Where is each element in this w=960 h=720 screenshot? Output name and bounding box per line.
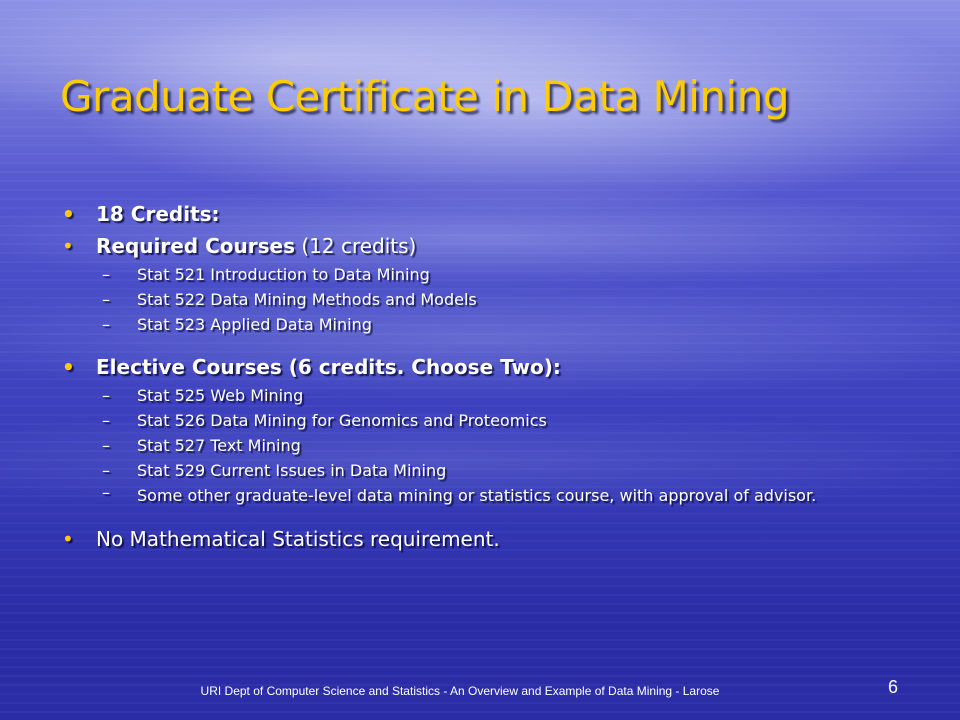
dash-icon: – xyxy=(102,411,110,430)
slide-content xyxy=(62,198,902,555)
bullet-icon: • xyxy=(62,234,74,258)
course-text: Stat 522 Data Mining Methods and Models xyxy=(137,290,477,309)
course-text: Some other graduate-level data mining or statistics course, with approval of advisor. xyxy=(137,486,817,505)
dash-icon: – xyxy=(102,483,110,502)
bullet-icon: • xyxy=(62,202,75,226)
dash-icon: – xyxy=(102,290,110,309)
footer-text: URI Dept of Computer Science and Statistics - An Overview and Example of Data Mining - Larose xyxy=(200,684,720,698)
required-course-item xyxy=(62,312,902,337)
elective-course-item xyxy=(62,408,902,433)
spacer xyxy=(62,337,902,351)
bullet-required-courses xyxy=(62,230,902,262)
bullet-icon: • xyxy=(62,355,75,379)
bullet-note xyxy=(62,523,902,555)
slide-footer xyxy=(0,684,920,698)
required-courses-note: (12 credits) xyxy=(301,234,417,258)
required-course-item xyxy=(62,287,902,312)
dash-icon: – xyxy=(102,265,110,284)
dash-icon: – xyxy=(102,386,110,405)
dash-icon: – xyxy=(102,315,110,334)
bullet-credits xyxy=(62,198,902,230)
course-text: Stat 527 Text Mining xyxy=(137,436,301,455)
elective-course-item xyxy=(62,383,902,408)
required-courses-label: Required Courses xyxy=(96,234,295,258)
required-course-item xyxy=(62,262,902,287)
dash-icon: – xyxy=(102,461,110,480)
course-text: Stat 526 Data Mining for Genomics and Proteomics xyxy=(137,411,547,430)
slide-title: Graduate Certificate in Data Mining xyxy=(60,72,789,121)
page-number: 6 xyxy=(888,677,899,697)
dash-icon: – xyxy=(102,436,110,455)
course-text: Stat 521 Introduction to Data Mining xyxy=(137,265,430,284)
elective-course-item xyxy=(62,458,902,483)
elective-course-item xyxy=(62,483,937,505)
bullet-elective-courses xyxy=(62,351,902,383)
elective-courses-label: Elective Courses (6 credits. Choose Two): xyxy=(96,355,561,379)
course-text: Stat 529 Current Issues in Data Mining xyxy=(137,461,447,480)
note-text: No Mathematical Statistics requirement. xyxy=(96,527,500,551)
course-text: Stat 523 Applied Data Mining xyxy=(137,315,372,334)
bullet-icon: • xyxy=(62,527,74,551)
elective-course-item xyxy=(62,433,902,458)
credits-text: 18 Credits: xyxy=(96,202,220,226)
spacer xyxy=(62,505,902,523)
course-text: Stat 525 Web Mining xyxy=(137,386,304,405)
